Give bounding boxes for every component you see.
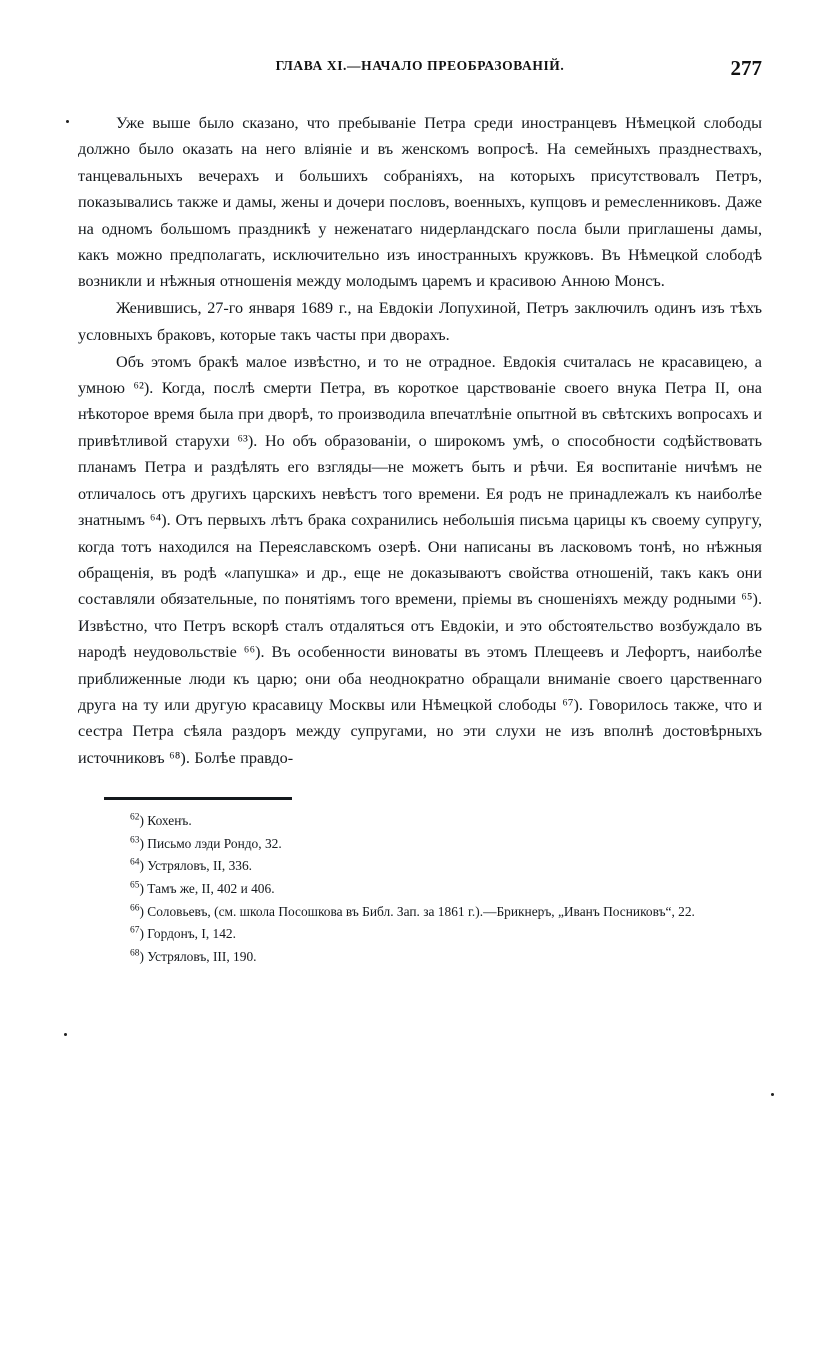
footnote-item [78, 878, 762, 900]
footnote-marker: 62 [130, 812, 140, 823]
footnote-item [78, 810, 762, 832]
footnote-marker: 67 [130, 925, 140, 936]
margin-dot-left [64, 1033, 67, 1036]
footnote-marker: 63 [130, 835, 140, 846]
footnote-marker: 68 [130, 948, 140, 959]
margin-dot-top [66, 120, 69, 123]
footnote-separator [104, 797, 292, 800]
footnote-text: ) Письмо лэди Рондо, 32. [139, 835, 282, 851]
footnote-text: ) Устряловъ, II, 336. [139, 858, 253, 874]
footnote-text: ) Тамъ же, II, 402 и 406. [139, 880, 275, 896]
page-header [78, 58, 762, 88]
running-title: ГЛАВА XI.—НАЧАЛО ПРЕОБРАЗОВАНІЙ. [275, 58, 565, 73]
paragraph: Уже выше было сказано, что пребываніе Петра среди иностранцевъ Нѣмецкой слободы должно было оказать на него вліяніе и въ женскомъ вопросѣ. На семейныхъ празднествахъ, танцевальныхъ вечерахъ и большихъ собраніяхъ, на которыхъ присутствовалъ Петръ, показывались также и дамы, жены и дочери пословъ, военныхъ, купцовъ и ремесленниковъ. Даже на одномъ большомъ праздникѣ у неженатаго нидерландскаго посла были приглашены дамы, какъ можно предполагать, исключительно изъ иностранныхъ кружковъ. Въ Нѣмецкой слободѣ возникли и нѣжныя отношенія между молодымъ царемъ и красивою Анною Монсъ. [78, 114, 762, 291]
footnote-item [78, 901, 762, 923]
footnote-marker: 65 [130, 880, 140, 891]
footnote-item [78, 923, 762, 945]
footnote-marker: 66 [130, 903, 140, 914]
page-number: 277 [730, 56, 762, 80]
paragraph: Женившись, 27-го января 1689 г., на Евдокіи Лопухиной, Петръ заключилъ одинъ изъ тѣхъ условныхъ браковъ, которые такъ часты при дворахъ. [78, 299, 762, 344]
footnote-list [78, 810, 762, 967]
footnote-marker: 64 [130, 857, 140, 868]
margin-dot-right [771, 1093, 774, 1096]
footnote-text: ) Устряловъ, III, 190. [139, 948, 257, 964]
footnote-item [78, 833, 762, 855]
footnote-item [78, 855, 762, 877]
footnote-text: ) Соловьевъ, (см. школа Посошкова въ Библ. Зап. за 1861 г.).—Брикнеръ, „Иванъ Посниковъ“, 22. [139, 903, 695, 919]
body-text [78, 110, 762, 771]
paragraph: Объ этомъ бракѣ малое извѣстно, и то не отрадное. Евдокія считалась не красавицею, а умною ⁶²). Когда, послѣ смерти Петра, въ короткое царствованіе своего внука Петра II, она нѣкоторое время была при дворѣ, то производила впечатлѣніе опытной въ свѣтскихъ вопросахъ и привѣтливой старухи ⁶³). Но объ образованіи, о широкомъ умѣ, о способности содѣйствовать планамъ Петра и раздѣлять его взгляды—не можетъ быть и рѣчи. Ея воспитаніе ничѣмъ не отличалось отъ другихъ царскихъ невѣстъ того времени. Ея родъ не принадлежалъ къ наиболѣе знатнымъ ⁶⁴). Отъ первыхъ лѣтъ брака сохранились небольшія письма царицы къ своему супругу, когда тотъ находился на Переяславскомъ озерѣ. Они написаны въ ласковомъ тонѣ, но нѣжныя обращенія, въ родѣ «лапушка» и др., еще не доказываютъ свойства отношеній, такъ какъ они составляли обязательные, по понятіямъ того времени, пріемы въ сношеніяхъ между родными ⁶⁵). Извѣстно, что Петръ вскорѣ сталъ отдаляться отъ Евдокіи, и это обстоятельство возбуждало въ народѣ неудовольствіе ⁶⁶). Въ особенности виноваты въ этомъ Плещеевъ и Лефортъ, наиболѣе приближенные люди къ царю; они оба неоднократно обращали вниманіе своего царственнаго друга на ту или другую красавицу Москвы или Нѣмецкой слободы ⁶⁷). Говорилось также, что и сестра Петра сѣяла раздоръ между супругами, но эти слухи не изъ вполнѣ достовѣрныхъ источниковъ ⁶⁸). Болѣе правдо- [78, 352, 762, 767]
footnote-item [78, 946, 762, 968]
footnote-text: ) Гордонъ, I, 142. [139, 926, 236, 942]
footnote-text: ) Кохенъ. [139, 813, 192, 829]
